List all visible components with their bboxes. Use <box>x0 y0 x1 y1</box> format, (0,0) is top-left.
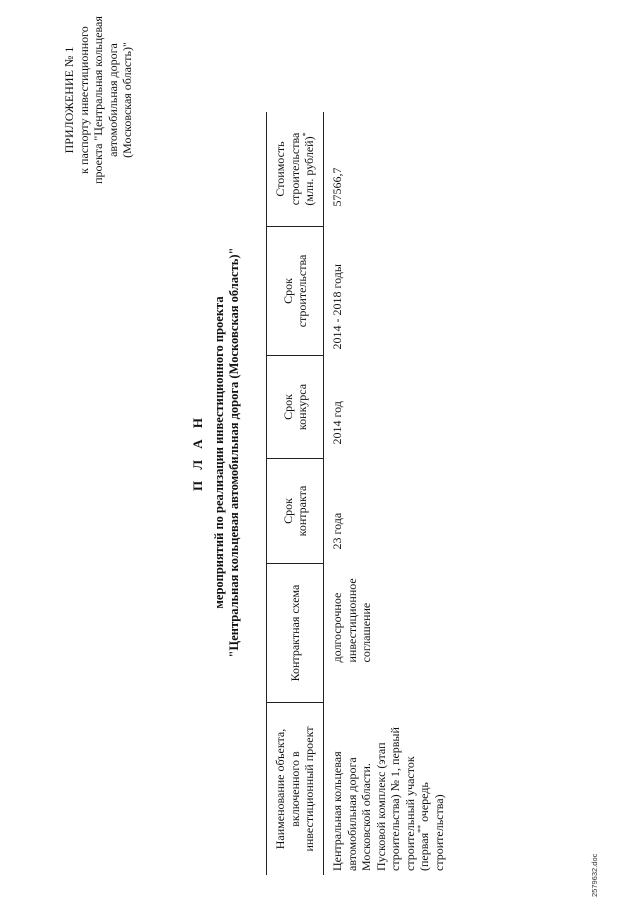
page-subtitle <box>212 0 241 905</box>
cell-scheme <box>324 564 451 703</box>
cost-footnote-marker: * <box>301 132 311 137</box>
appendix-line-5: (Московская область)" <box>120 42 135 158</box>
cell-object-line-7 <box>417 705 432 872</box>
header-cost-line-3 <box>302 114 317 224</box>
plan-table <box>266 112 450 875</box>
cell-scheme-line-2: инвестиционное <box>344 578 359 663</box>
header-cost-line-2: строительства <box>287 132 302 206</box>
header-object-line-3: инвестиционный проект <box>302 726 317 852</box>
table-row <box>324 112 451 875</box>
subtitle-line-1: мероприятий по реализации инвестиционного проекта <box>212 296 226 609</box>
cell-object-line-8: строительства) <box>431 794 446 871</box>
cell-object <box>324 703 451 876</box>
cell-object-line-2: автомобильная дорога <box>344 757 359 871</box>
cell-contract-term: 23 года <box>330 512 344 550</box>
cell-object-line-7b: очередь <box>417 782 431 822</box>
subtitle-line-2: "Центральная кольцевая автомобильная дорога (Московская область)" <box>226 247 241 658</box>
header-tender-term <box>267 356 324 459</box>
header-contract-term-line-2: контракта <box>295 485 309 537</box>
header-contract-term <box>267 459 324 564</box>
header-cost-line-3-text: (млн. рублей) <box>302 136 317 206</box>
table-header-row <box>267 112 324 875</box>
header-cost-line-1: Стоимость <box>273 141 288 197</box>
object-footnote-marker: ** <box>416 824 425 833</box>
header-object-line-1: Наименование объекта, <box>273 728 288 850</box>
appendix-line-2: к паспорту инвестиционного <box>76 26 91 174</box>
cell-scheme-line-1: долгосрочное <box>330 592 344 663</box>
appendix-header <box>62 0 135 205</box>
cell-object-line-7a: (первая <box>417 832 431 871</box>
header-cost <box>267 112 324 227</box>
cell-construction-term: 2014 - 2018 годы <box>330 264 344 350</box>
appendix-line-1: ПРИЛОЖЕНИЕ № 1 <box>62 46 76 154</box>
header-object-line-2: включенного в <box>287 751 302 827</box>
header-contract-term-line-1: Срок <box>280 498 295 524</box>
appendix-line-3: проекта "Центральная кольцевая <box>91 16 106 184</box>
header-tender-term-line-2: конкурса <box>295 383 309 431</box>
cell-object-line-4: Пусковой комплекс (этап <box>373 742 388 871</box>
header-construction-term-line-1: Срок <box>280 278 295 304</box>
cell-object-line-5: строительства) № 1, первый <box>388 727 402 871</box>
cell-object-line-3: Московской области. <box>359 763 373 871</box>
header-scheme <box>267 564 324 703</box>
doc-reference: 2579632.doc <box>590 853 599 897</box>
header-scheme-label: Контрактная схема <box>287 584 302 682</box>
cell-scheme-line-3: соглашение <box>359 602 373 663</box>
cell-object-line-1: Центральная кольцевая <box>330 751 344 871</box>
page-title: П Л А Н <box>190 413 205 492</box>
cell-object-line-6: строительный участок <box>402 756 417 871</box>
header-construction-term <box>267 227 324 356</box>
header-construction-term-line-2: строительства <box>295 254 309 328</box>
header-tender-term-line-1: Срок <box>280 394 295 420</box>
header-object <box>267 703 324 876</box>
cell-cost: 57566,7 <box>330 167 344 207</box>
appendix-line-4: автомобильная дорога <box>105 43 120 157</box>
cell-tender-term: 2014 год <box>330 401 344 445</box>
